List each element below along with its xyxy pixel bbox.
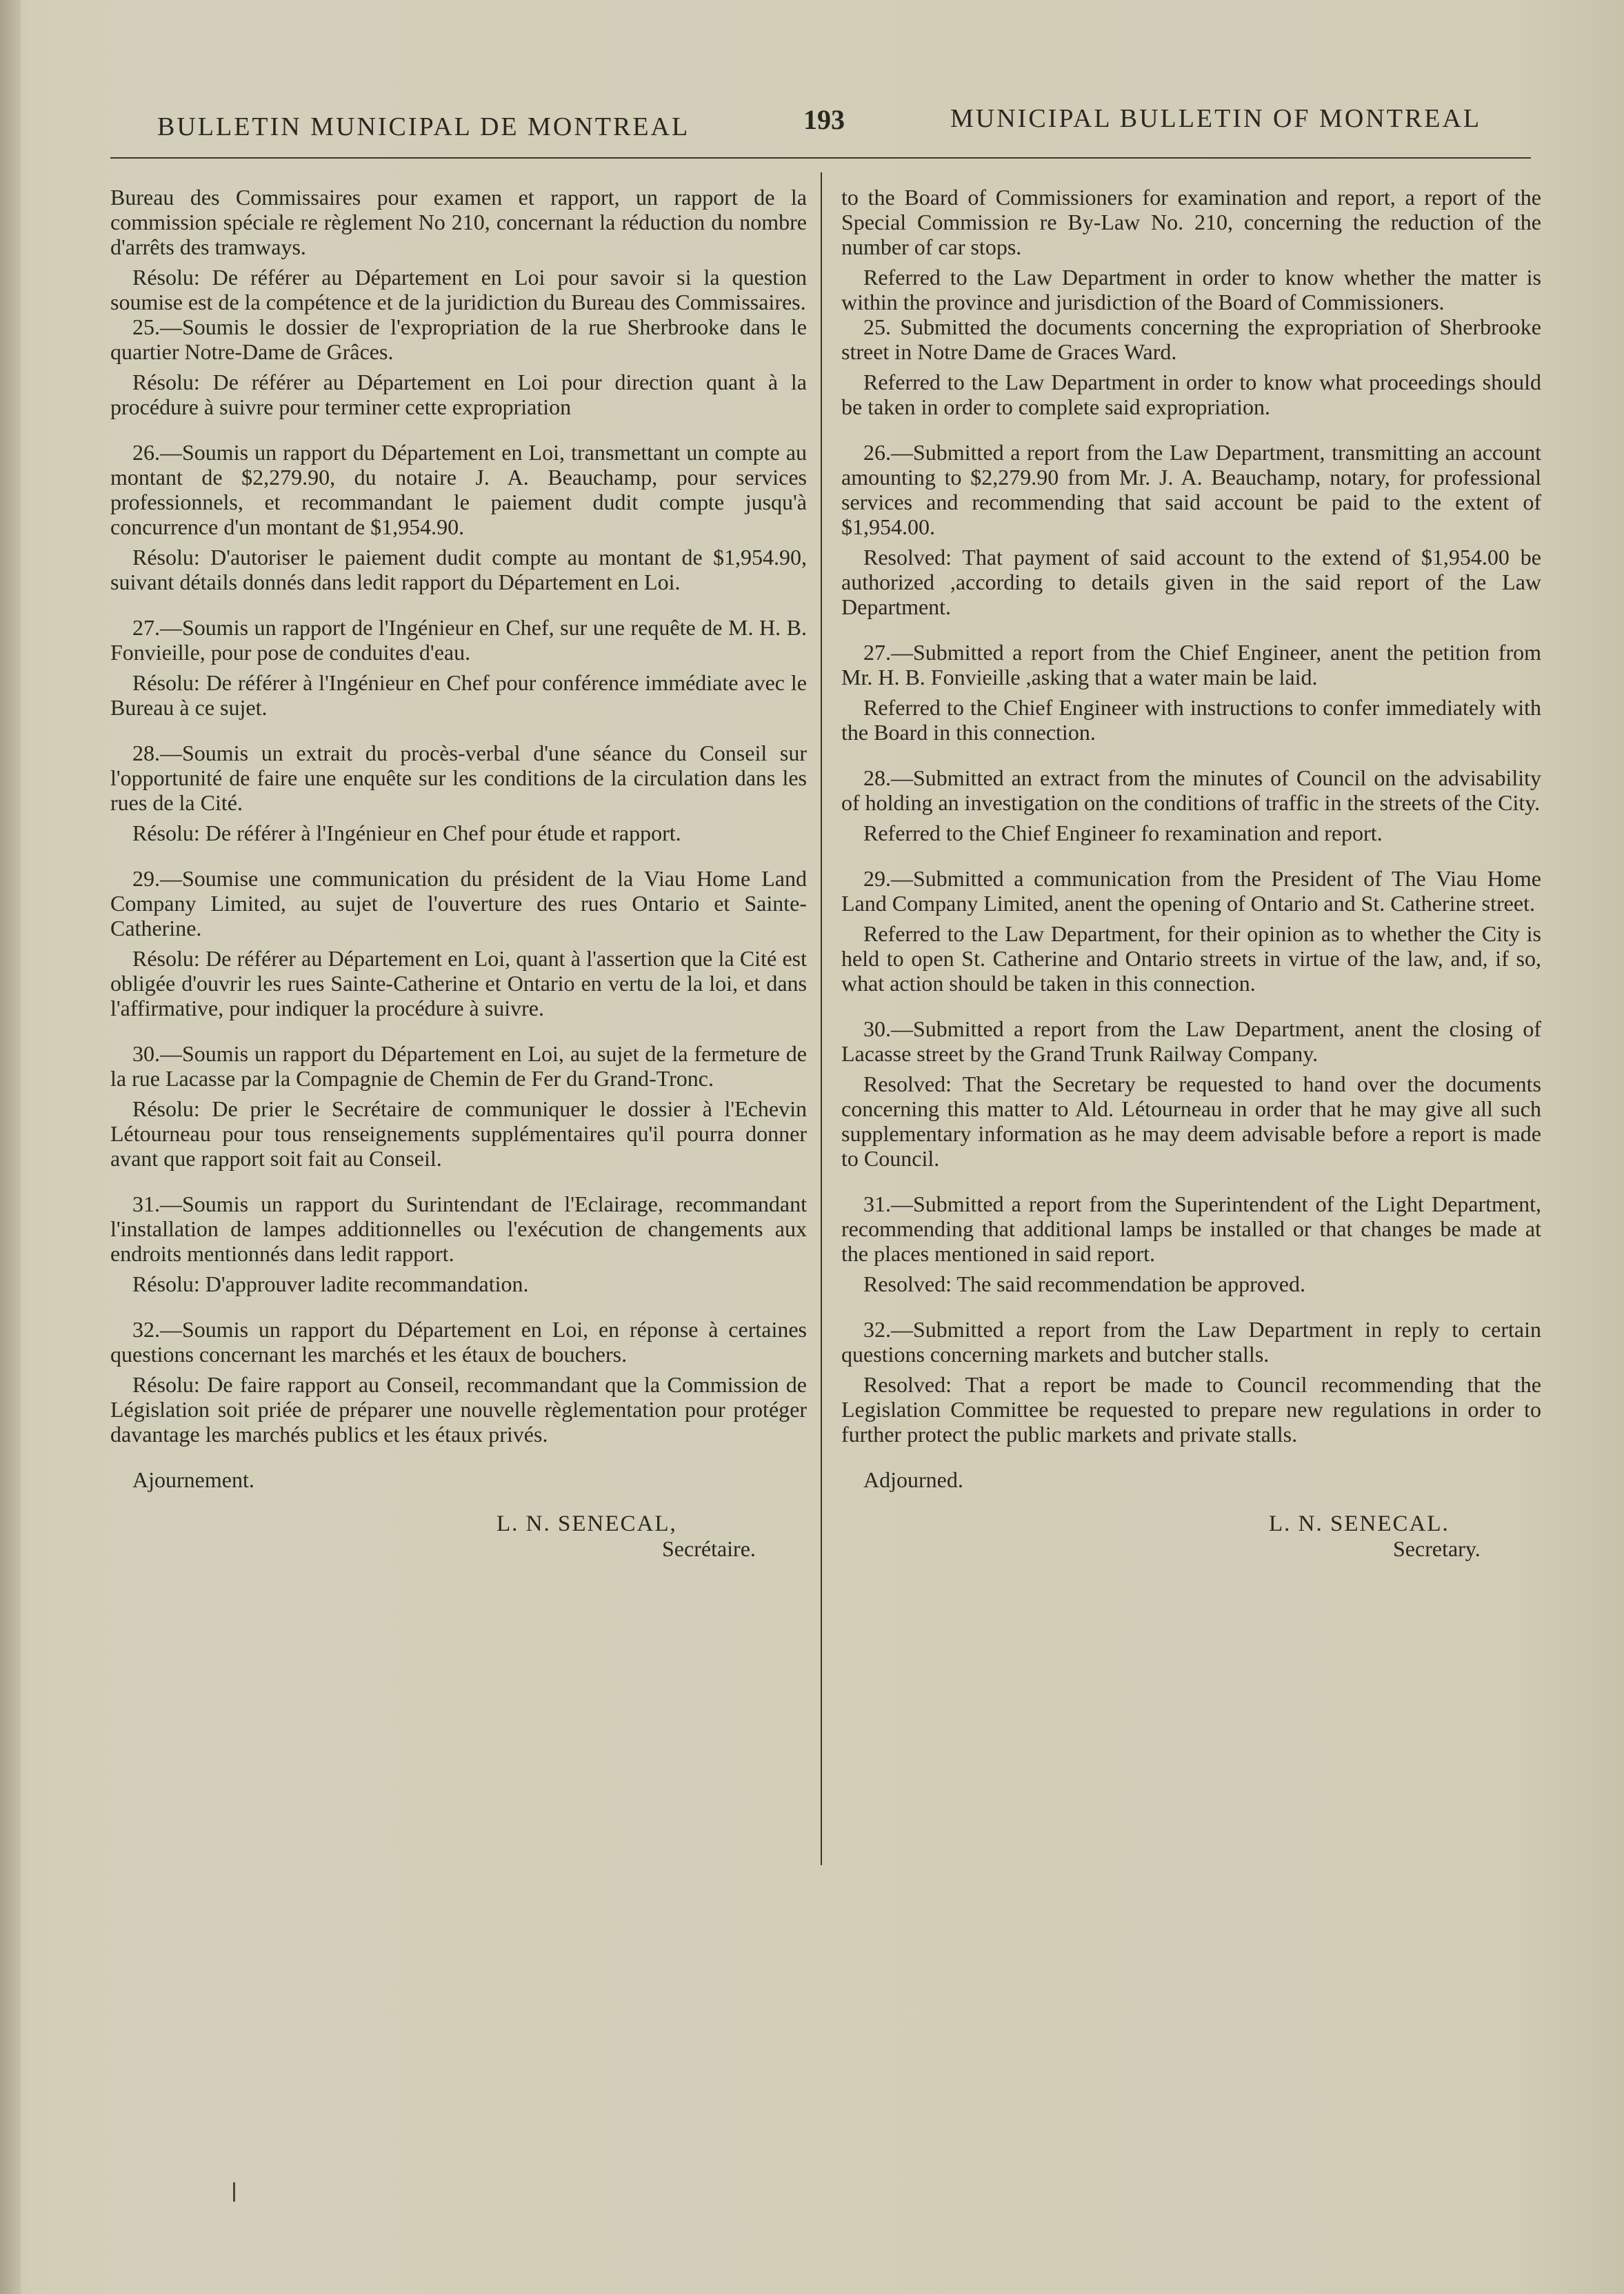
- english-item-29: [841, 866, 1541, 996]
- english-item-resolution: Referred to the Law Department in order to know what proceedings should be taken in order to complete said expropriation.: [841, 370, 1541, 419]
- french-item-resolution: Résolu: D'approuver ladite recommandation.: [132, 1271, 529, 1296]
- english-item-resolution: Resolved: That payment of said account to the extend of $1,954.00 be authorized ,according to details given in the said report of the Law Department.: [841, 545, 1541, 619]
- french-item-resolution: Résolu: De référer au Département en Loi, quant à l'assertion que la Cité est obligée d'ouvrir les rues Sainte-Catherine et Ontario en vertu de la loi, et dans l'affirmative, pour indiquer la procédure à suivre.: [110, 946, 807, 1020]
- english-item-27: [841, 640, 1541, 745]
- french-item-text: 29.—Soumise une communication du président de la Viau Home Land Company Limited, au sujet de l'ouverture des rues Ontario et Sainte-Catherine.: [110, 866, 807, 940]
- english-item-32: [841, 1317, 1541, 1447]
- english-intro: [841, 185, 1541, 314]
- french-item-text: 25.—Soumis le dossier de l'expropriation de la rue Sherbrooke dans le quartier Notre-Dame de Grâces.: [110, 314, 807, 364]
- page-spine-shadow: [0, 0, 21, 2294]
- english-column: [841, 185, 1541, 1561]
- english-item-text: 25. Submitted the documents concerning the expropriation of Sherbrooke street in Notre Dame de Graces Ward.: [841, 314, 1541, 364]
- english-item-30: [841, 1016, 1541, 1171]
- french-item-text: 28.—Soumis un extrait du procès-verbal d'une séance du Conseil sur l'opportunité de faire une enquête sur les conditions de la circulation dans les rues de la Cité.: [110, 741, 807, 815]
- french-adjournment: Ajournement.: [132, 1467, 254, 1492]
- english-item-28: [841, 765, 1541, 845]
- french-signature: L. N. SENECAL,: [497, 1511, 677, 1536]
- english-item-resolution: Referred to the Chief Engineer with instructions to confer immediately with the Board in this connection.: [841, 695, 1541, 745]
- english-item-text: 28.—Submitted an extract from the minutes of Council on the advisability of holding an investigation on the conditions of traffic in the streets of the City.: [841, 765, 1541, 815]
- ink-mark: [233, 2182, 235, 2202]
- english-item-resolution: Resolved: That the Secretary be requested to hand over the documents concerning this matter to Ald. Létourneau in order that he may give all such supplementary information as he may deem advisable before a report is made to Council.: [841, 1071, 1541, 1171]
- french-item-resolution: Résolu: De référer à l'Ingénieur en Chef pour conférence immédiate avec le Bureau à ce sujet.: [110, 670, 807, 720]
- french-item-resolution: Résolu: De référer au Département en Loi pour direction quant à la procédure à suivre pour terminer cette expropriation: [110, 370, 807, 419]
- french-item-text: 27.—Soumis un rapport de l'Ingénieur en Chef, sur une requête de M. H. B. Fonvieille, pour pose de conduites d'eau.: [110, 615, 807, 665]
- french-signature-title: Secrétaire.: [662, 1536, 756, 1561]
- english-signature: L. N. SENECAL.: [1269, 1511, 1450, 1536]
- header-rule: [110, 157, 1531, 159]
- english-item-resolution: Referred to the Law Department, for their opinion as to whether the City is held to open St. Catherine and Ontario streets in virtue of the law, and, if so, what action should be taken in this connection.: [841, 921, 1541, 996]
- english-item-31: [841, 1191, 1541, 1296]
- english-item-resolution: Referred to the Chief Engineer fo rexamination and report.: [863, 821, 1383, 845]
- column-divider: [821, 172, 822, 1865]
- french-item-31: [110, 1191, 807, 1296]
- english-item-text: 31.—Submitted a report from the Superintendent of the Light Department, recommending that additional lamps be installed or that changes be made at the places mentioned in said report.: [841, 1191, 1541, 1266]
- french-intro-resolution: Résolu: De référer au Département en Loi pour savoir si la question soumise est de la compétence et de la juridiction du Bureau des Commissaires.: [110, 265, 807, 314]
- french-item-27: [110, 615, 807, 720]
- page-number: 193: [803, 104, 845, 135]
- french-intro-text: Bureau des Commissaires pour examen et rapport, un rapport de la commission spéciale re règlement No 210, concernant la réduction du nombre d'arrêts des tramways.: [110, 185, 807, 259]
- english-item-text: 30.—Submitted a report from the Law Department, anent the closing of Lacasse street by the Grand Trunk Railway Company.: [841, 1016, 1541, 1066]
- french-column: [110, 185, 807, 1561]
- french-item-resolution: Résolu: D'autoriser le paiement dudit compte au montant de $1,954.90, suivant détails donnés dans ledit rapport du Département en Loi.: [110, 545, 807, 594]
- french-item-text: 26.—Soumis un rapport du Département en Loi, transmettant un compte au montant de $2,279.90, du notaire J. A. Beauchamp, pour services professionnels, et recommandant le paiement dudit compte jusqu'à concurrence d'un montant de $1,954.90.: [110, 440, 807, 539]
- french-item-resolution: Résolu: De prier le Secrétaire de communiquer le dossier à l'Echevin Létourneau pour tous renseignements supplémentaires qu'il pourra donner avant que rapport soit fait au Conseil.: [110, 1096, 807, 1171]
- english-item-26: [841, 440, 1541, 619]
- header-english-title: MUNICIPAL BULLETIN OF MONTREAL: [950, 104, 1482, 133]
- english-item-text: 29.—Submitted a communication from the President of The Viau Home Land Company Limited, anent the opening of Ontario and St. Catherine street.: [841, 866, 1541, 916]
- english-item-resolution: Resolved: The said recommendation be approved.: [863, 1271, 1305, 1296]
- french-item-text: 31.—Soumis un rapport du Surintendant de l'Eclairage, recommandant l'installation de lampes additionnelles ou l'exécution de changements aux endroits mentionnés dans ledit rapport.: [110, 1191, 807, 1266]
- english-intro-resolution: Referred to the Law Department in order to know whether the matter is within the province and jurisdiction of the Board of Commissioners.: [841, 265, 1541, 314]
- english-item-text: 32.—Submitted a report from the Law Department in reply to certain questions concerning markets and butcher stalls.: [841, 1317, 1541, 1367]
- french-item-text: 32.—Soumis un rapport du Département en Loi, en réponse à certaines questions concernant les marchés et les étaux de bouchers.: [110, 1317, 807, 1367]
- english-item-text: 27.—Submitted a report from the Chief Engineer, anent the petition from Mr. H. B. Fonvieille ,asking that a water main be laid.: [841, 640, 1541, 690]
- french-item-28: [110, 741, 807, 845]
- english-item-resolution: Resolved: That a report be made to Council recommending that the Legislation Committee be requested to prepare new regulations in order to further protect the public markets and private stalls.: [841, 1372, 1541, 1447]
- english-intro-text: to the Board of Commissioners for examination and report, a report of the Special Commission re By-Law No. 210, concerning the reduction of the number of car stops.: [841, 185, 1541, 259]
- french-item-resolution: Résolu: De référer à l'Ingénieur en Chef pour étude et rapport.: [132, 821, 681, 845]
- french-item-26: [110, 440, 807, 594]
- english-item-text: 26.—Submitted a report from the Law Department, transmitting an account amounting to $2,279.90 from Mr. J. A. Beauchamp, notary, for professional services and recommending that said account be paid to the extent of $1,954.00.: [841, 440, 1541, 539]
- header-french-title: BULLETIN MUNICIPAL DE MONTREAL: [157, 112, 690, 141]
- french-item-29: [110, 866, 807, 1020]
- english-item-25: [841, 314, 1541, 419]
- french-item-text: 30.—Soumis un rapport du Département en Loi, au sujet de la fermeture de la rue Lacasse par la Compagnie de Chemin de Fer du Grand-Tronc.: [110, 1041, 807, 1091]
- french-item-30: [110, 1041, 807, 1171]
- english-adjournment: Adjourned.: [863, 1467, 963, 1492]
- french-intro: [110, 185, 807, 314]
- english-signature-title: Secretary.: [1393, 1536, 1481, 1561]
- french-item-resolution: Résolu: De faire rapport au Conseil, recommandant que la Commission de Législation soit priée de préparer une nouvelle règlementation pour protéger davantage les marchés publics et les étaux privés.: [110, 1372, 807, 1447]
- french-item-32: [110, 1317, 807, 1447]
- page-header: [0, 103, 1624, 145]
- french-item-25: [110, 314, 807, 419]
